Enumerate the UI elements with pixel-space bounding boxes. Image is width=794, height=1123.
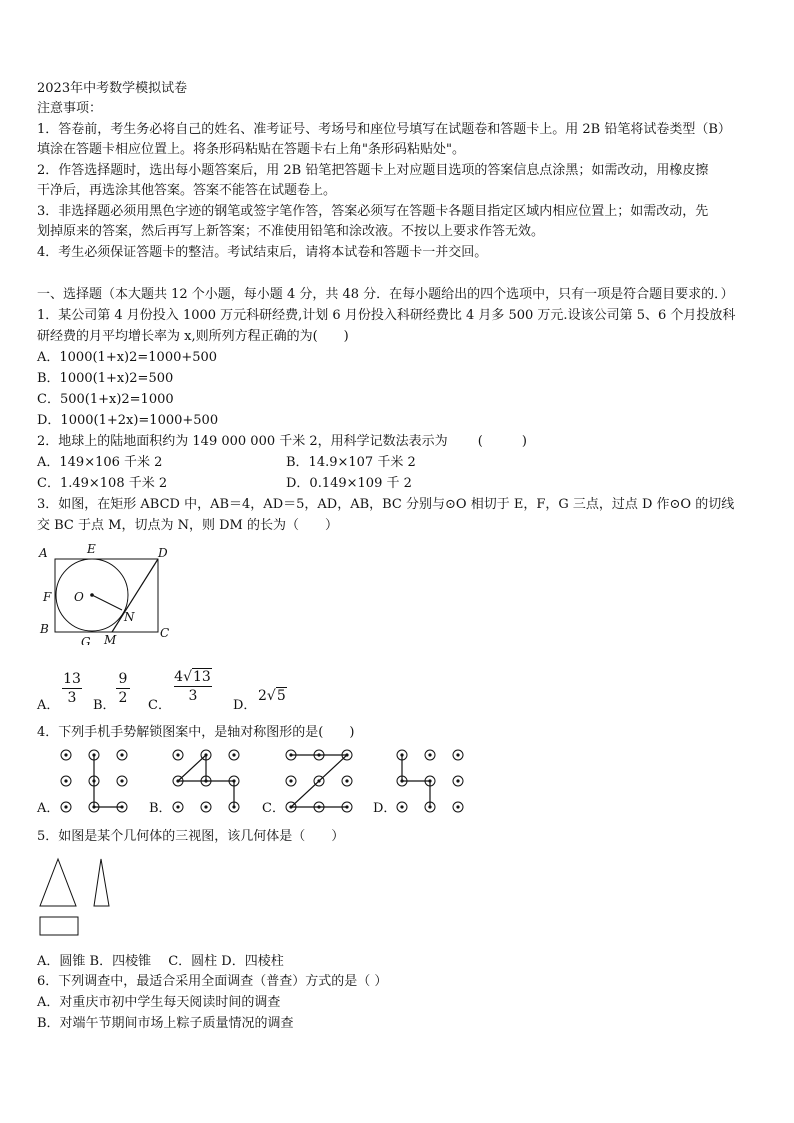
q1-option-a: A．1000(1+x)2=1000+500 [37, 350, 218, 365]
fraction-denominator: 3 [62, 688, 82, 707]
notice-line-5: 3．非选择题必须用黑色字迹的钢笔或签字笔作答，答案必须写在答题卡各题目指定区域内相应位置上；如需改动，先 [37, 204, 709, 219]
q2-option-a: A．149×106 千米 2 [37, 455, 163, 470]
q6-option-a: A．对重庆市初中学生每天阅读时间的调查 [37, 995, 281, 1010]
label-a: A [39, 546, 48, 560]
q2-option-b: B．14.9×107 千米 2 [286, 455, 416, 470]
coefficient: 2 [258, 688, 267, 704]
q3-option-b-fraction [116, 670, 130, 707]
radius-on [92, 595, 122, 610]
q5-options: A．圆锥 B．四棱锥 C．圆柱 D．四棱柱 [37, 954, 284, 969]
q2-option-d: D．0.149×109 千 2 [286, 476, 412, 491]
q1-option-d: D．1000(1+2x)=1000+500 [37, 413, 219, 428]
q3-option-c-fraction [174, 668, 212, 705]
exam-title: 2023年中考数学模拟试卷 [37, 81, 188, 96]
notice-line-1: 1．答卷前，考生务必将自己的姓名、准考证号、考场号和座位号填写在试题卷和答题卡上。用 2B 铅笔将试卷类型（B） [37, 122, 731, 137]
label-g: G [81, 635, 91, 645]
notice-heading: 注意事项： [37, 101, 103, 116]
label-f: F [43, 590, 52, 604]
q3-option-c-letter: C． [148, 698, 171, 713]
label-b: B [40, 622, 49, 636]
notice-line-3: 2．作答选择题时，选出每小题答案后，用 2B 铅笔把答题卡上对应题目选项的答案信息点涂黑；如需改动，用橡皮擦 [37, 163, 709, 178]
q3-option-a-letter: A． [37, 698, 60, 713]
q5-three-view-figure [36, 855, 126, 939]
q4-pattern-b [168, 745, 248, 817]
q1-stem-line-2: 研经费的月平均增长率为 x,则所列方程正确的为( ) [37, 329, 349, 344]
q3-option-a-fraction [62, 670, 82, 707]
label-m: M [104, 633, 117, 645]
q1-option-b: B．1000(1+x)2=500 [37, 371, 174, 386]
label-n: N [124, 610, 135, 624]
radical-sign-icon: √ [183, 669, 192, 685]
q2-option-c: C．1.49×108 千米 2 [37, 476, 168, 491]
q4-option-c-letter: C． [262, 801, 285, 816]
front-view-triangle [40, 859, 76, 906]
rectangle-abcd [55, 559, 158, 632]
notice-line-2: 填涂在答题卡相应位置上。将条形码粘贴在答题卡右上角"条形码粘贴处"。 [37, 142, 465, 157]
q5-stem: 5．如图是某个几何体的三视图，该几何体是（ ） [37, 829, 345, 844]
q4-option-d-letter: D． [373, 801, 397, 816]
q3-rectangle-circle-figure [36, 540, 176, 645]
notice-line-6: 划掉原来的答案，然后再写上新答案；不准使用铅笔和涂改液。不按以上要求作答无效。 [37, 224, 545, 239]
q4-option-b-letter: B． [149, 801, 172, 816]
radicand: 5 [276, 688, 286, 704]
fraction-numerator: 9 [118, 671, 128, 687]
side-view-triangle [94, 859, 109, 906]
notice-line-7: 4．考生必须保证答题卡的整洁。考试结束后，请将本试卷和答题卡一并交回。 [37, 245, 488, 260]
q1-stem-line-1: 1．某公司第 4 月份投入 1000 万元科研经费,计划 6 月份投入科研经费比 4 月多 500 万元.设该公司第 5、6 个月投放科 [37, 308, 736, 323]
q3-stem-line-1: 3．如图，在矩形 ABCD 中，AB＝4，AD＝5，AD，AB，BC 分别与⊙O 相切于 E，F，G 三点，过点 D 作⊙O 的切线 [37, 497, 735, 512]
q4-pattern-c [281, 745, 361, 817]
label-e: E [87, 542, 96, 556]
section-heading: 一、选择题（本大题共 12 个小题，每小题 4 分，共 48 分．在每小题给出的四个选项中，只有一项是符合题目要求的．） [37, 287, 734, 302]
fraction-denominator: 3 [174, 686, 212, 705]
fraction-denominator: 2 [116, 688, 130, 707]
center-point-o [90, 593, 94, 597]
fraction-numerator [174, 668, 212, 686]
label-c: C [160, 626, 170, 640]
coefficient: 4 [174, 669, 184, 685]
fraction-numerator: 13 [63, 671, 81, 687]
q6-stem: 6．下列调查中，最适合采用全面调查（普查）方式的是（ ） [37, 974, 388, 989]
q4-pattern-d [392, 745, 472, 817]
top-view-rectangle [40, 917, 78, 935]
q4-option-a-letter: A． [37, 801, 60, 816]
q3-stem-line-2: 交 BC 于点 M，切点为 N，则 DM 的长为（ ） [37, 518, 338, 533]
notice-line-4: 干净后，再选涂其他答案。答案不能答在试题卷上。 [37, 183, 337, 198]
q2-stem: 2．地球上的陆地面积约为 149 000 000 千米 2，用科学记数法表示为 ( ) [37, 434, 527, 449]
radical-sign-icon: √ [266, 688, 276, 704]
q4-stem: 4．下列手机手势解锁图案中，是轴对称图形的是( ) [37, 725, 355, 740]
q1-option-c: C．500(1+x)2=1000 [37, 392, 174, 407]
label-o: O [74, 590, 84, 604]
label-d: D [158, 546, 168, 560]
tangent-line-dm [112, 559, 158, 632]
radicand: 13 [193, 669, 211, 685]
q4-pattern-a [56, 745, 136, 817]
q3-option-d-radical [258, 688, 287, 704]
q3-option-d-letter: D． [233, 698, 257, 713]
q3-option-b-letter: B． [93, 698, 116, 713]
q6-option-b: B．对端午节期间市场上粽子质量情况的调查 [37, 1016, 294, 1031]
